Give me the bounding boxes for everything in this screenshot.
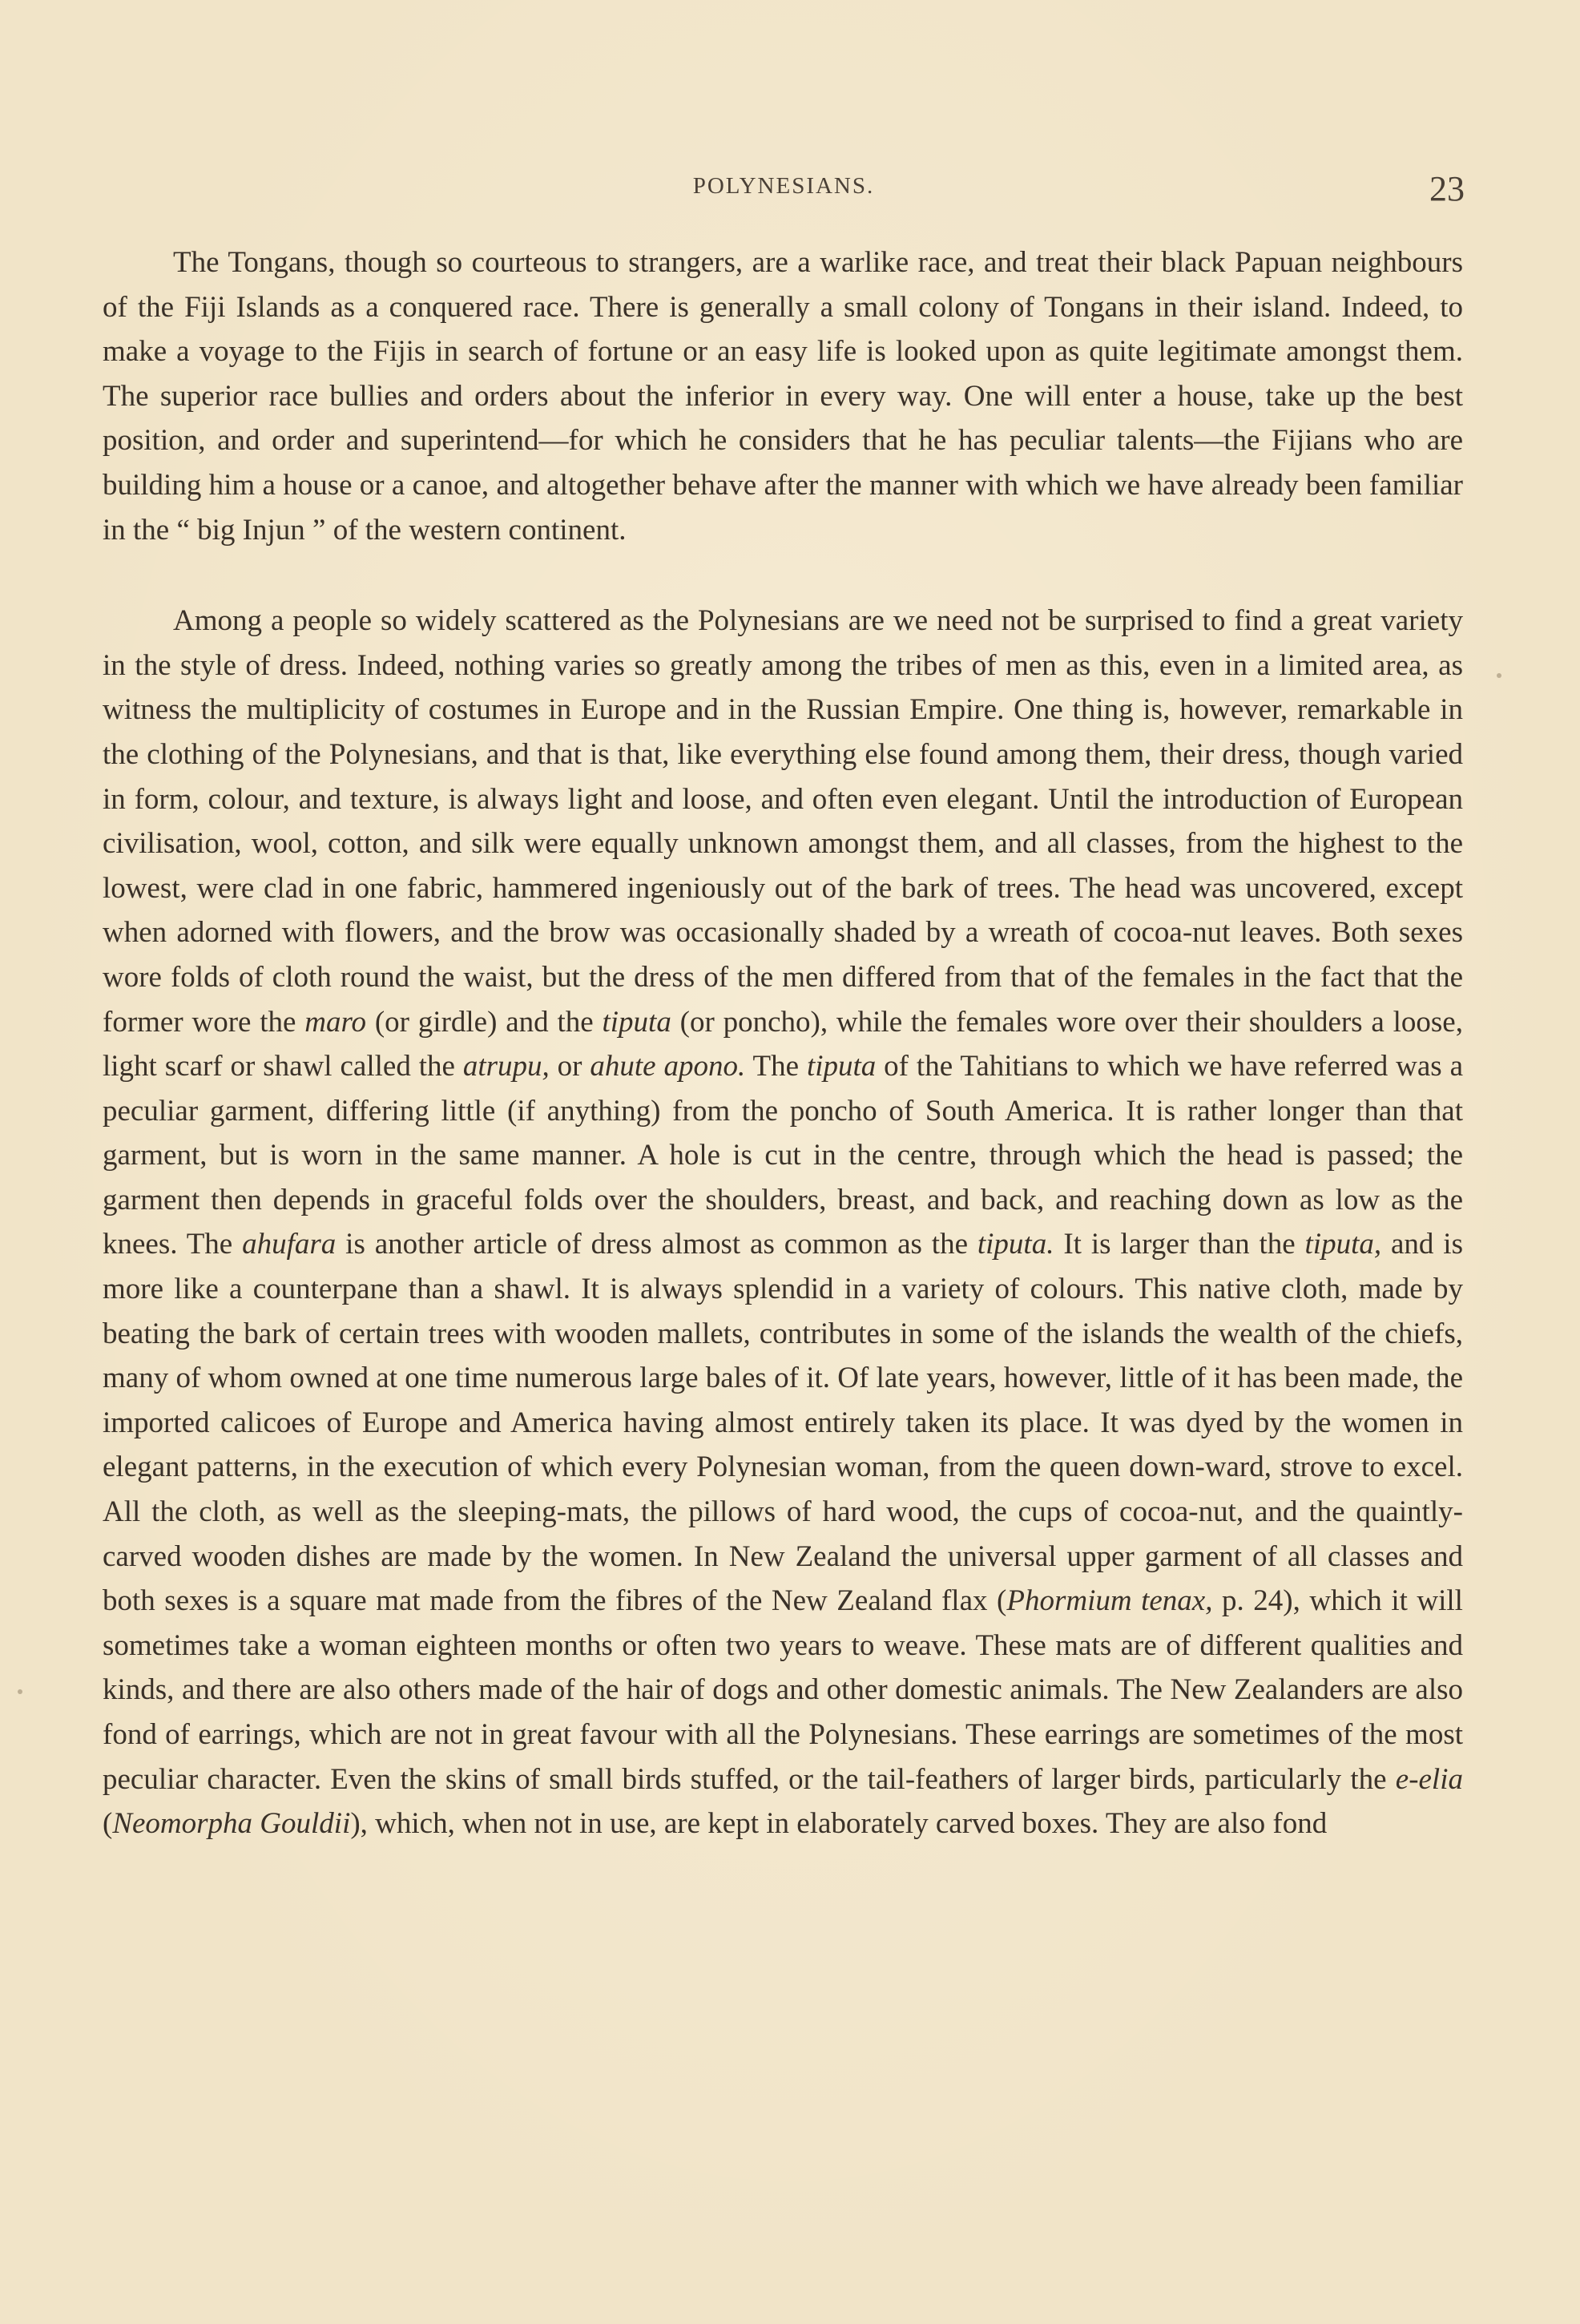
italic-term: tiputa. xyxy=(977,1228,1054,1261)
text-run: or xyxy=(549,1050,590,1083)
text-run: The xyxy=(745,1050,807,1083)
italic-term: tiputa xyxy=(806,1050,877,1083)
paper-speck xyxy=(1497,673,1501,678)
italic-term: ahufara xyxy=(242,1228,337,1261)
text-run: Among a people so widely scattered as the Polynesians are we need not be surprised to find a great variety in the style of dress. Indeed, nothing varies so greatly among the tribes of men as this, even in a limited area, as witness the multiplicity of costumes in Europe and in the Russian Empire. One thing is, however, remarkable in the clothing of the Polynesians, and that is that, like everything else found among them, their dress, though varied in form, colour, and texture, is always light and loose, and often even elegant. Until the introduction of European civilisation, wool, cotton, and silk were equally unknown amongst them, and all classes, from the highest to the lowest, were clad in one fabric, hammered ingeniously out of the bark of trees. The head was uncovered, except when adorned with flowers, and the brow was occasionally shaded by a wreath of cocoa-nut leaves. Both sexes wore folds of cloth round the waist, but the dress of the men differed from that of the females in the fact that the former wore the xyxy=(103,604,1463,1039)
text-run: ), which, when not in use, are kept in elaborately carved boxes. They are also fond xyxy=(350,1807,1328,1841)
text-run: ( xyxy=(103,1807,113,1841)
italic-term: maro xyxy=(304,1005,367,1039)
running-title: POLYNESIANS. xyxy=(692,173,875,199)
italic-term: tiputa xyxy=(602,1005,671,1039)
running-head xyxy=(103,165,1465,213)
italic-term: atrupu, xyxy=(462,1050,550,1083)
paragraph xyxy=(103,240,1463,552)
italic-term: e-elia xyxy=(1395,1762,1463,1796)
italic-term: ahute apono. xyxy=(590,1050,746,1083)
body-text xyxy=(103,240,1463,1846)
text-run: (or girdle) and the xyxy=(366,1005,603,1039)
paragraph xyxy=(103,599,1463,1846)
text-run: and is more like a counterpane than a shawl. It is always splendid in a variety of colours. This native cloth, made by beating the bark of certain trees with wooden mallets, contributes in some of the islands the wealth of the chiefs, many of whom owned at one time numerous large bales of it. Of late years, however, little of it has been made, the imported calicoes of Europe and America having almost entirely taken its place. It was dyed by the women in elegant patterns, in the execution of which every Polynesian woman, from the queen down-ward, strove to excel. All the cloth, as well as the sleeping-mats, the pillows of hard wood, the cups of cocoa-nut, and the quaintly-carved wooden dishes are made by the women. In New Zealand the universal upper garment of all classes and both sexes is a square mat made from the fibres of the New Zealand flax ( xyxy=(103,1228,1463,1618)
italic-term: Neomorpha Gouldii xyxy=(112,1807,351,1841)
text-run: is another article of dress almost as common as the xyxy=(336,1228,977,1261)
text-run: (or poncho), while the females wore over their shoulders a loose, light scarf or shawl called the xyxy=(103,1005,1463,1083)
text-run: of the Tahitians to which we have referred was a peculiar garment, differing little (if anything) from the poncho of South America. It is rather longer than that garment, but is worn in the same manner. A hole is cut in the centre, through which the head is passed; the garment then depends in graceful folds over the shoulders, breast, and back, and reaching down as low as the knees. The xyxy=(103,1050,1463,1261)
text-run: p. 24), which it will sometimes take a woman eighteen months or often two years to weave. These mats are of different qualities and kinds, and there are also others made of the hair of dogs and other domestic animals. The New Zealanders are also fond of earrings, which are not in great favour with all the Polynesians. These earrings are sometimes of the most peculiar character. Even the skins of small birds stuffed, or the tail-feathers of larger birds, particularly the xyxy=(103,1584,1463,1796)
paper-speck xyxy=(18,1689,22,1694)
text-run: It is larger than the xyxy=(1054,1228,1305,1261)
text-run: The Tongans, though so courteous to strangers, are a warlike race, and treat their black Papuan neighbours of the Fiji Islands as a conquered race. There is generally a small colony of Tongans in their island. Indeed, to make a voyage to the Fijis in search of fortune or an easy life is looked upon as quite legitimate amongst them. The superior race bullies and orders about the inferior in every way. One will enter a house, take up the best position, and order and superintend—for which he considers that he has peculiar talents—the Fijians who are building him a house or a canoe, and altogether behave after the manner with which we have already been familiar in the “ big Injun ” of the western continent. xyxy=(103,246,1463,547)
italic-term: Phormium tenax, xyxy=(1006,1584,1213,1618)
italic-term: tiputa, xyxy=(1304,1228,1382,1261)
page-number: 23 xyxy=(1429,169,1465,208)
